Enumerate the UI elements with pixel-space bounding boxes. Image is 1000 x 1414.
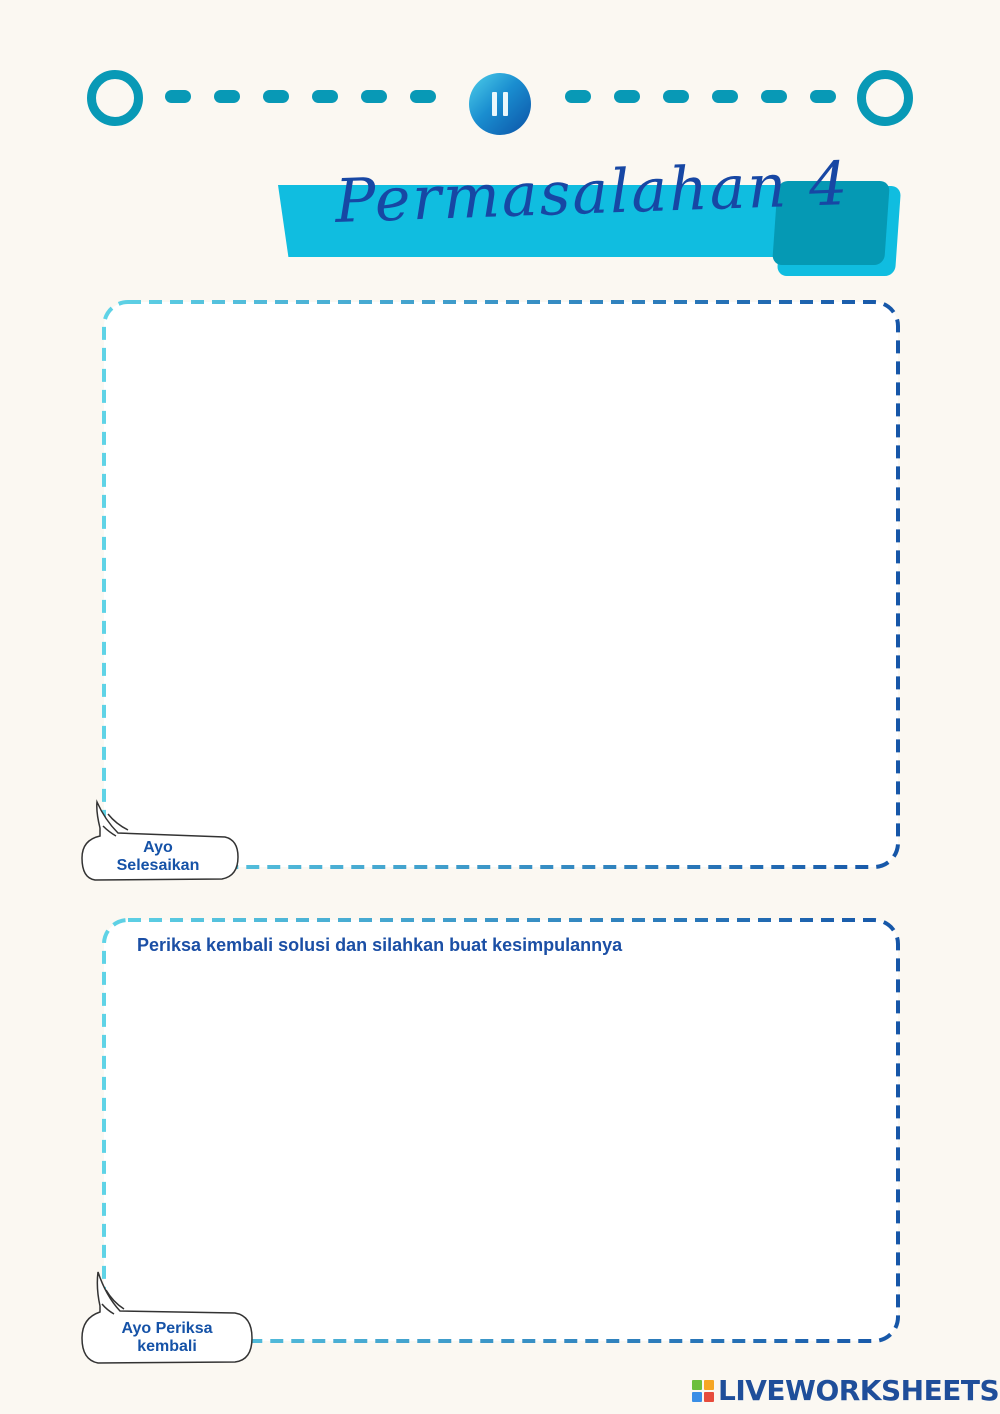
solve-label [92, 839, 224, 875]
solve-label-line2: Selesaikan [116, 857, 200, 874]
check-label-line2: kembali [137, 1338, 197, 1355]
logo-text: LIVEWORKSHEETS [718, 1374, 1000, 1407]
solve-label-line1: Ayo [143, 839, 173, 856]
check-box [104, 920, 898, 1341]
check-label [92, 1320, 242, 1356]
liveworksheets-logo[interactable] [692, 1374, 999, 1407]
check-label-line1: Ayo Periksa [121, 1320, 213, 1337]
conclusion-prompt: Periksa kembali solusi dan silahkan buat kesimpulannya [137, 935, 623, 955]
solve-box [104, 302, 898, 867]
page-title: Permasalahan 4 [333, 149, 851, 237]
logo-grid-icon [692, 1380, 714, 1402]
